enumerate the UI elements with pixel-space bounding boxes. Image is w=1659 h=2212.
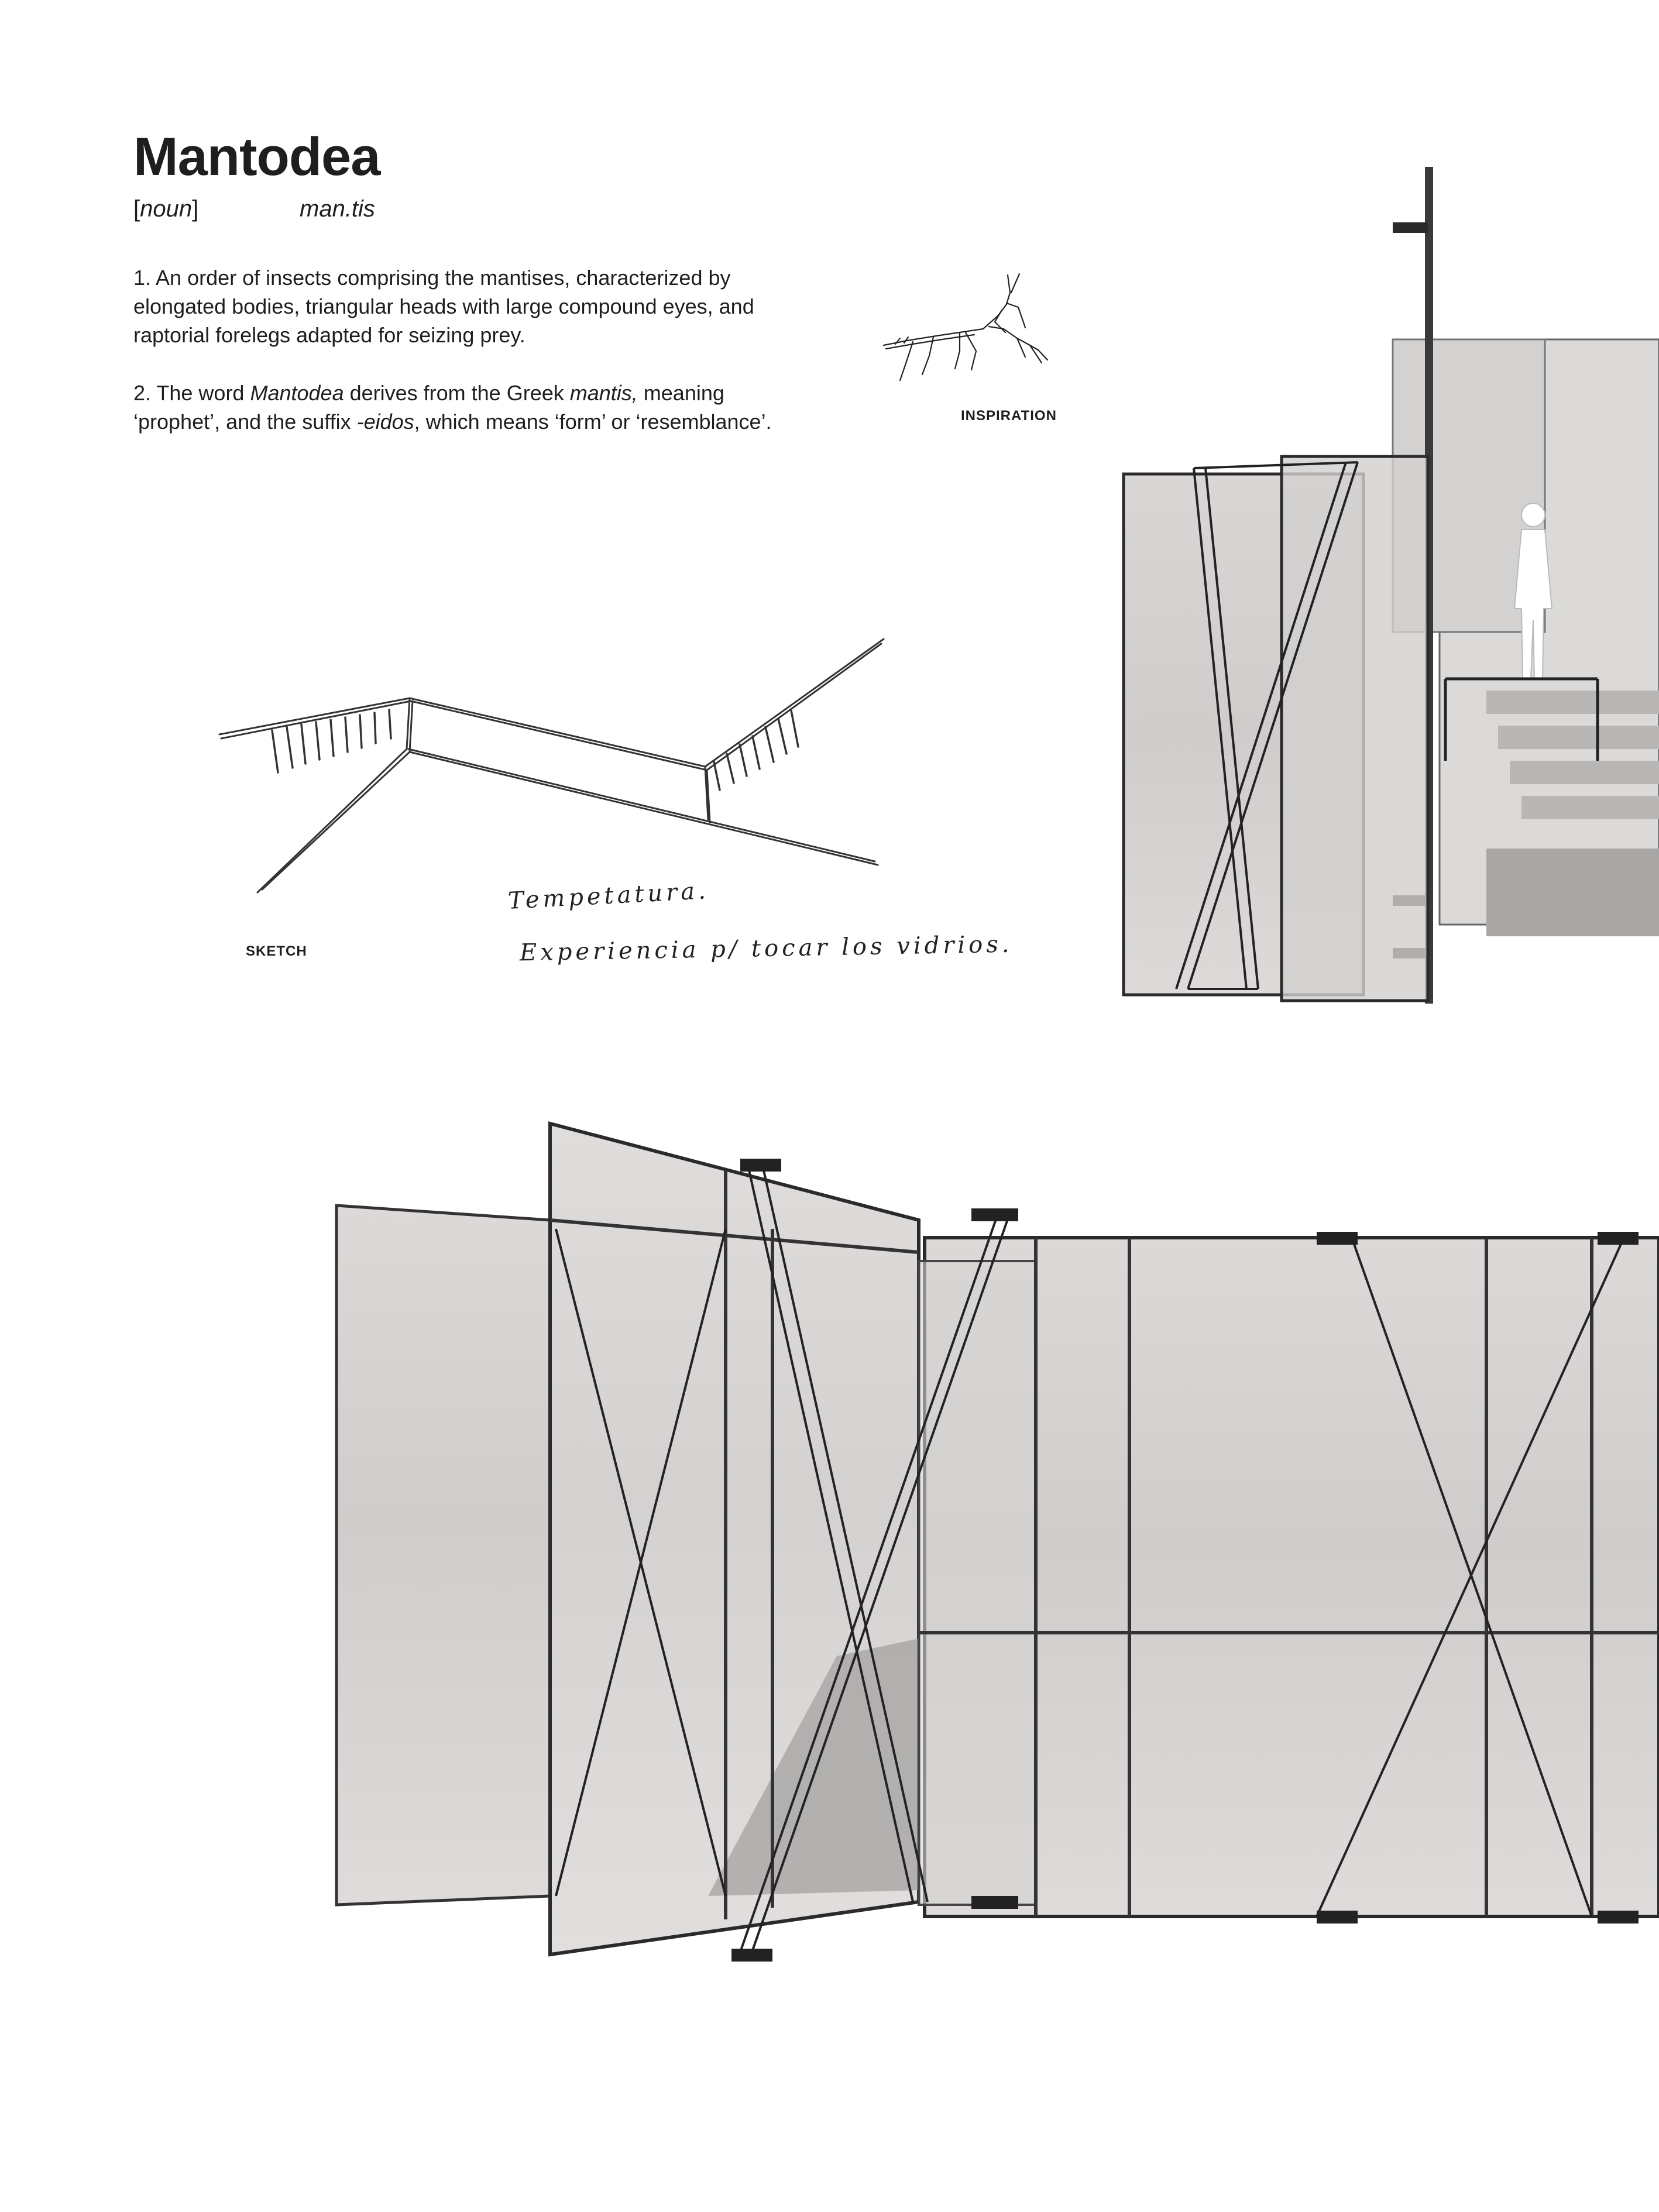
part-of-speech: [noun]: [133, 196, 199, 222]
sketch-label: SKETCH: [246, 943, 307, 959]
pavilion-front-elevation: [328, 1112, 1659, 1966]
glass-panel-left: [336, 1205, 550, 1905]
definition-number: 1.: [133, 266, 152, 290]
part-of-speech-value: noun: [140, 196, 193, 222]
definition-text-e: meaning ‘prophet’, and the suffix: [133, 381, 724, 434]
definition-text-k: ’.: [761, 410, 772, 434]
term-mantis: mantis,: [569, 381, 638, 405]
pavilion-side-view: [1112, 164, 1659, 1012]
page-title: Mantodea: [133, 127, 380, 187]
definition-text-i: ’ or ‘: [601, 410, 641, 434]
definition-number: 2.: [133, 381, 152, 405]
glass-panel-middle: [1282, 456, 1428, 1001]
handwritten-note-2: Experiencia p/ tocar los vidrios.: [519, 930, 1013, 967]
glass-box-connector: [919, 1261, 1036, 1905]
definition-2: [133, 379, 801, 436]
definition-text: An order of insects comprising the mantises, characterized by elongated bodies, triangular heads with large compound eyes, and raptorial forelegs adapted for seizing prey.: [133, 266, 754, 347]
term-eidos: -eidos: [356, 410, 414, 434]
pronunciation: man.tis: [300, 196, 375, 222]
definition-text-c: derives from the Greek: [344, 381, 570, 405]
concept-sketch: [217, 632, 895, 901]
term-mantodea: Mantodea: [250, 381, 344, 405]
definition-text-a: The word: [156, 381, 250, 405]
inspiration-label: INSPIRATION: [961, 408, 1057, 424]
mantis-sketch: [872, 263, 1071, 398]
handwritten-note-1: Tempetatura.: [507, 877, 710, 915]
term-resemblance: resemblance: [640, 410, 761, 434]
definition-text-g: , which means ‘: [414, 410, 559, 434]
term-form: form: [559, 410, 602, 434]
definition-1: [133, 263, 801, 349]
